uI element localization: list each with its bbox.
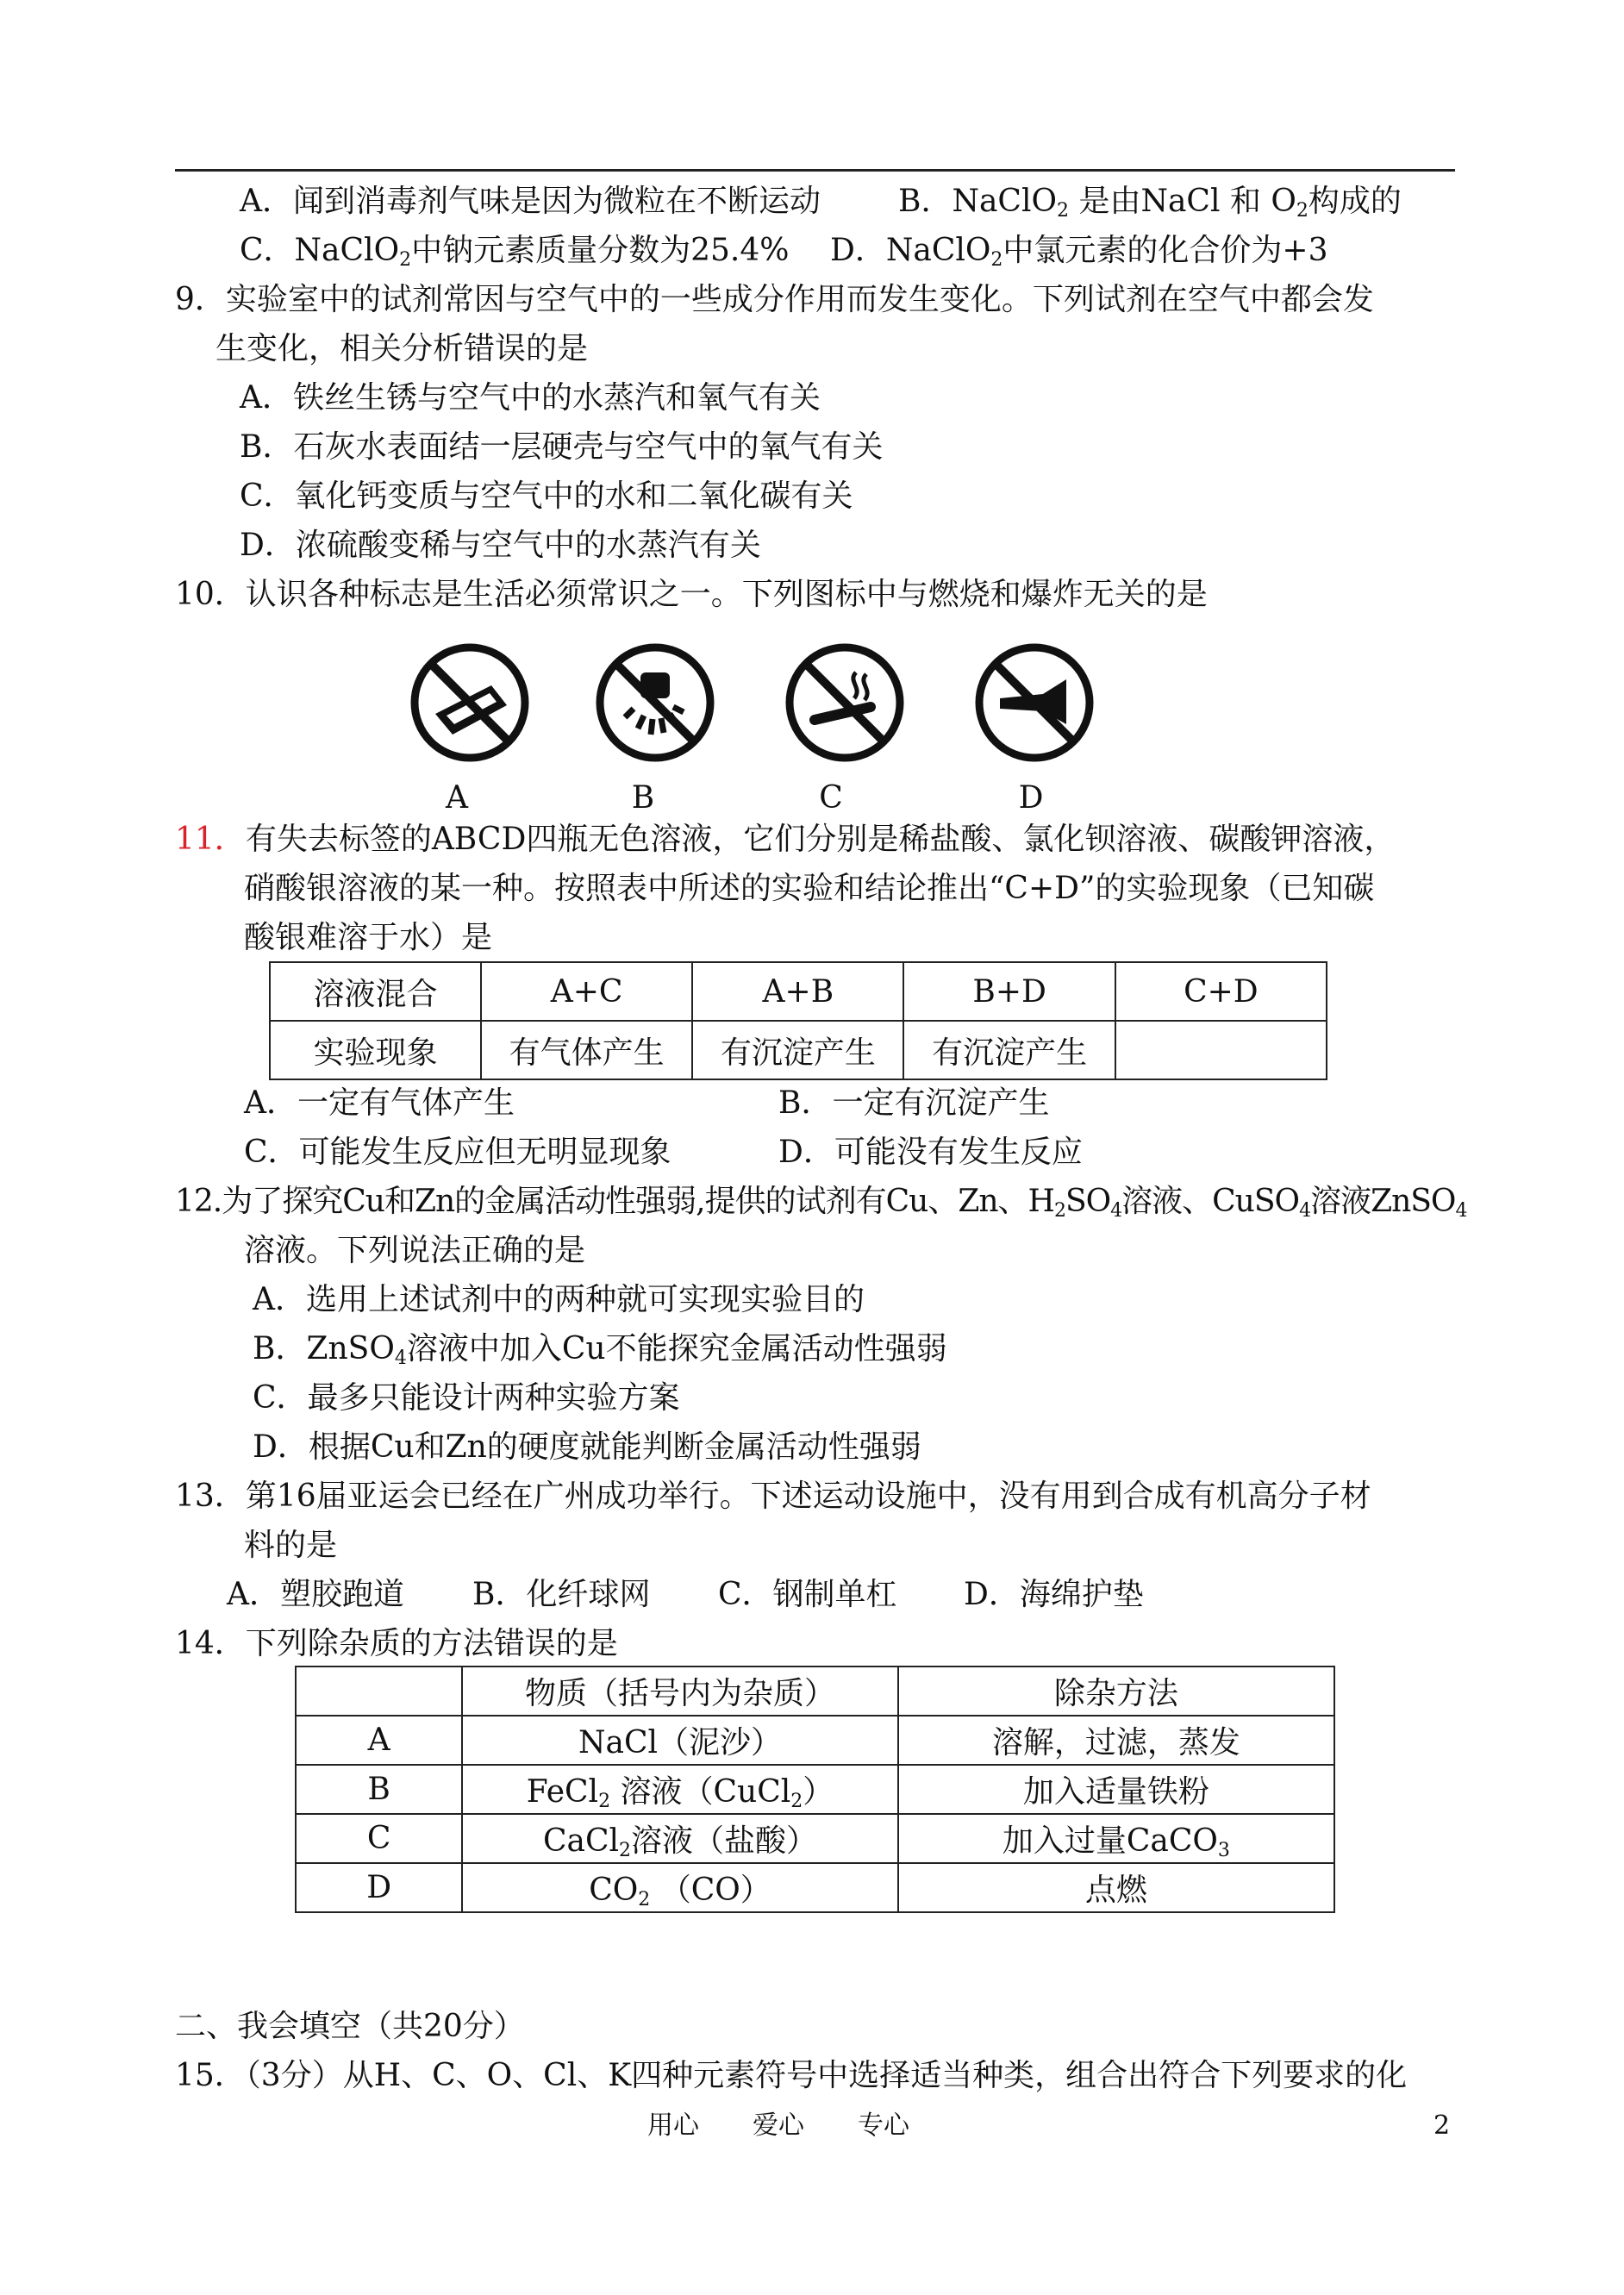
q14-cell: 加入过量CaCO$_3$ [898,1814,1334,1863]
no-horn-icon [970,638,1099,767]
q11-option-c: C．可能发生反应但无明显现象 [244,1135,671,1170]
q11-cell: A+C [481,962,692,1021]
q14-header-cell: 除杂方法 [898,1667,1334,1716]
footer-slogan-2: 爱心 [753,2111,804,2141]
q14-cell: NaCl（泥沙） [462,1716,898,1765]
q14-cell: CaCl$_2$溶液（盐酸） [462,1814,898,1863]
q14-cell: D [296,1863,462,1912]
q14-table-row [296,1667,1334,1716]
q13-option-d: D．海绵护垫 [964,1577,1144,1612]
q14-table-row [296,1765,1334,1814]
q12-stem-line1: 12.为了探究Cu和Zn的金属活动性强弱,提供的试剂有Cu、Zn、$H_2SO_4$溶液、CuSO$_4$溶液ZnSO$_4$ [175,1184,1467,1222]
q12-option-b: B．ZnSO$_4$溶液中加入Cu不能探究金属活动性强弱 [253,1331,947,1369]
q11-cell: C+D [1115,962,1327,1021]
q11-cell: 有气体产生 [481,1021,692,1079]
q11-option-b: B．一定有沉淀产生 [778,1085,1050,1121]
q11-cell: 实验现象 [270,1021,481,1079]
q14-table-row [296,1814,1334,1863]
q15-stem: 15．（3分）从H、C、O、Cl、K四种元素符号中选择适当种类，组合出符合下列要求的化 [175,2058,1408,2093]
q11-stem-line3: 酸银难溶于水）是 [244,920,493,955]
no-fireworks-icon [590,638,720,767]
q14-cell: 加入适量铁粉 [898,1765,1334,1814]
q8-option-c: C．NaClO$_2$中钠元素质量分数为25.4% [240,233,790,271]
q13-option-b: B．化纤球网 [472,1577,651,1612]
q10-stem: 10．认识各种标志是生活必须常识之一。下列图标中与燃烧和爆炸无关的是 [175,577,1208,612]
q14-cell: C [296,1814,462,1863]
q11-number: 11． [175,822,246,857]
q14-table [295,1666,1335,1913]
q9-option-a: A．铁丝生锈与空气中的水蒸汽和氧气有关 [240,380,821,416]
q14-cell: B [296,1765,462,1814]
q13-stem-line2: 料的是 [244,1528,338,1563]
q8-option-b: B．NaClO$_2$ 是由NaCl 和 $O_2$构成的 [898,184,1402,222]
q12-option-c: C．最多只能设计两种实验方案 [253,1380,680,1416]
q14-cell: $CO_2$ （CO） [462,1863,898,1912]
q9-option-d: D．浓硫酸变稀与空气中的水蒸汽有关 [240,528,761,563]
q11-cell: 溶液混合 [270,962,481,1021]
footer-slogan-3: 专心 [858,2111,909,2141]
q11-option-a: A．一定有气体产生 [244,1085,515,1121]
q14-cell: 溶解，过滤，蒸发 [898,1716,1334,1765]
header-rule [175,169,1455,172]
q11-cell: A+B [692,962,903,1021]
q11-stem-line1: 11．有失去标签的ABCD四瓶无色溶液，它们分别是稀盐酸、氯化钡溶液、碳酸钾溶液， [175,822,1396,857]
q12-stem-line2: 溶液。下列说法正确的是 [244,1233,586,1268]
footer-slogan-1: 用心 [647,2111,699,2141]
q11-cell: 有沉淀产生 [692,1021,903,1079]
q11-table-row [270,1021,1327,1079]
q13-stem-line1: 13．第16届亚运会已经在广州成功举行。下述运动设施中，没有用到合成有机高分子材 [175,1479,1371,1514]
q9-stem-line1: 9．实验室中的试剂常因与空气中的一些成分作用而发生变化。下列试剂在空气中都会发 [175,282,1374,317]
q14-stem: 14．下列除杂质的方法错误的是 [175,1626,618,1661]
q12-option-a: A．选用上述试剂中的两种就可实现实验目的 [253,1282,865,1317]
no-smoking-icon [780,638,909,767]
q12-option-d: D．根据Cu和Zn的硬度就能判断金属活动性强弱 [253,1429,921,1465]
q11-cell: B+D [903,962,1115,1021]
q11-option-d: D．可能没有发生反应 [778,1135,1083,1170]
q11-stem-line2: 硝酸银溶液的某一种。按照表中所述的实验和结论推出“C+D”的实验现象（已知碳 [244,871,1375,906]
q11-cell: 有沉淀产生 [903,1021,1115,1079]
q9-option-b: B．石灰水表面结一层硬壳与空气中的氧气有关 [240,429,884,465]
q14-table-row [296,1863,1334,1912]
q11-table-row [270,962,1327,1021]
q14-header-cell [296,1667,462,1716]
section2-title: 二、我会填空（共20分） [175,2009,525,2044]
q14-cell: 点燃 [898,1863,1334,1912]
no-matches-icon [405,638,534,767]
q14-header-cell: 物质（括号内为杂质） [462,1667,898,1716]
q9-stem-line2: 生变化，相关分析错误的是 [215,331,589,366]
q14-table-row [296,1716,1334,1765]
q14-cell: A [296,1716,462,1765]
sign-label-d: D [1018,780,1044,816]
q13-option-a: A．塑胶跑道 [227,1577,404,1612]
sign-label-c: C [819,780,843,816]
q8-option-a: A．闻到消毒剂气味是因为微粒在不断运动 [240,184,821,219]
sign-label-a: A [446,780,468,816]
q9-option-c: C．氧化钙变质与空气中的水和二氧化碳有关 [240,478,853,514]
q14-cell: FeCl$_2$ 溶液（CuCl$_2$） [462,1765,898,1814]
q11-table [269,961,1327,1080]
q8-option-d: D．NaClO$_2$中氯元素的化合价为+3 [830,233,1328,271]
page-number: 2 [1433,2111,1451,2141]
sign-label-b: B [631,780,655,816]
q13-option-c: C．钢制单杠 [718,1577,897,1612]
q11-cell [1115,1021,1327,1079]
